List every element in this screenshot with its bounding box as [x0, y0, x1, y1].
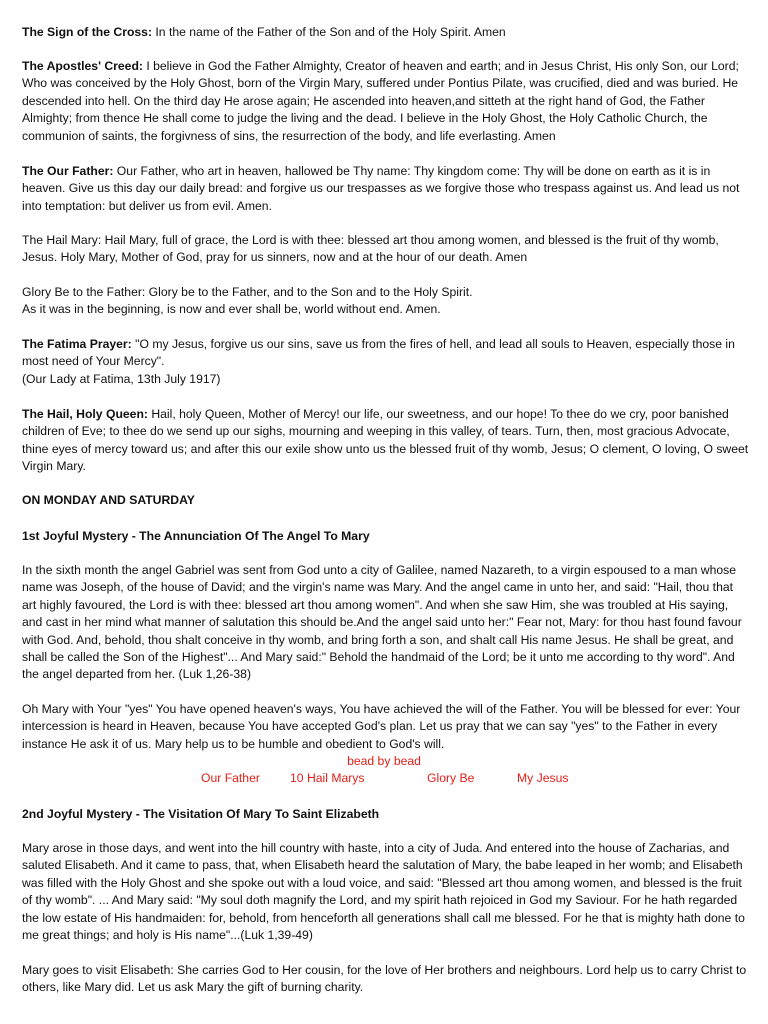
sign-of-cross-text: In the name of the Father of the Son and of the Holy Spirit. Amen [152, 25, 506, 39]
apostles-creed-text: I believe in God the Father Almighty, Creator of heaven and earth; and in Jesus Christ, His only Son, our Lord; Who was conceived by the Holy Ghost, born of the Virgin Mary, suffered under Pontius Pilate, was crucified, died and was buried. He descended into hell. On the third day He arose again; He ascended into heaven,and sitteth at the right hand of God, the Father Almighty; from thence He shall come to judge the living and the dead. I believe in the Holy Ghost, the Holy Catholic Church, the communion of saints, the forgivness of sins, the resurrection of the body, and life everlasting. Amen [22, 59, 739, 143]
mystery-1-reflection: Oh Mary with Your "yes" You have opened heaven's ways, You have achieved the will of the Father. You will be blessed for ever: Your intercession is heard in Heaven, because You have accepted God's plan. Let us pray that we can say "yes" to the Father in every instance He ask it of us. Mary help us to be humble and obedient to God's will. [22, 702, 741, 751]
fatima-prayer-text: "O my Jesus, forgive us our sins, save us from the fires of hell, and lead all souls to Heaven, especially those in most need of Your Mercy". [22, 337, 735, 369]
bead-item-my-jesus: My Jesus [517, 771, 569, 785]
our-father-paragraph [22, 163, 750, 215]
day-heading: ON MONDAY AND SATURDAY [22, 493, 195, 507]
bead-guide-title: bead by bead [347, 754, 421, 768]
glory-be-paragraph [22, 284, 750, 319]
mystery-1-heading: 1st Joyful Mystery - The Annunciation Of The Angel To Mary [22, 529, 370, 543]
fatima-prayer-note: (Our Lady at Fatima, 13th July 1917) [22, 371, 221, 386]
hail-holy-queen-heading: The Hail, Holy Queen: [22, 407, 148, 421]
bead-item-hail-marys: 10 Hail Marys [290, 771, 365, 785]
fatima-prayer-heading: The Fatima Prayer: [22, 337, 132, 351]
mystery-1-scripture: In the sixth month the angel Gabriel was sent from God unto a city of Galilee, named Nazareth, to a virgin espoused to a man whose name was Joseph, of the house of David; and the virgin's name was Mary. And the angel came in unto her, and said: "Hail, thou that art highly favoured, the Lord is with thee: blessed art thou among women". And when she saw Him, she was troubled at His saying, and cast in her mind what manner of salutation this should be.And the angel said unto her:" Fear not, Mary: for thou hast found favour with God. And, behold, thou shalt conceive in thy womb, and bring forth a son, and shalt call His name Jesus. He shall be great, and shall be called the Son of the Highest"... And Mary said:" Behold the handmaid of the Lord; be it unto me according to thy word". And the angel departed from her. (Luk 1,26-38) [22, 563, 742, 682]
our-father-text: Our Father, who art in heaven, hallowed be Thy name: Thy kingdom come: Thy will be done on earth as it is in heaven. Give us this day our daily bread: and forgive us our trespasses as we forgive those who trespass against us. And lead us not into temptation: but deliver us from evil. Amen. [22, 164, 740, 213]
hail-mary-paragraph [22, 232, 750, 267]
mystery-2-reflection: Mary goes to visit Elisabeth: She carries God to Her cousin, for the love of Her brothers and neighbours. Lord help us to carry Christ to others, like Mary did. Let us ask Mary the gift of burning charity. [22, 963, 747, 995]
glory-be-line-2: As it was in the beginning, is now and ever shall be, world without end. Amen. [22, 302, 441, 317]
bead-guide-row [0, 770, 768, 788]
fatima-prayer-paragraph [22, 336, 750, 388]
bead-item-our-father: Our Father [201, 771, 260, 785]
our-father-heading: The Our Father: [22, 164, 114, 178]
glory-be-line-1: Glory Be to the Father: Glory be to the Father, and to the Son and to the Holy Spirit. [22, 285, 473, 299]
mystery-2-scripture: Mary arose in those days, and went into the hill country with haste, into a city of Juda. And entered into the house of Zacharias, and saluted Elisabeth. And it came to pass, that, when Elisabeth heard the salutation of Mary, the babe leaped in her womb; and Elisabeth was filled with the Holy Ghost and she spoke out with a loud voice, and said: "Blessed art thou among women, and blessed is the fruit of thy womb". ... And Mary said: "My soul doth magnify the Lord, and my spirit hath rejoiced in God my Saviour. For he hath regarded the low estate of His handmaiden: for, behold, from henceforth all generations shall call me blessed. For he that is mighty hath done to me great things; and holy is His name"...(Luk 1,39-49) [22, 841, 745, 943]
hail-holy-queen-text: Hail, holy Queen, Mother of Mercy! our life, our sweetness, and our hope! To thee do we cry, poor banished children of Eve; to thee do we send up our sighs, mourning and weeping in this valley, of tears. Turn, then, most gracious Advocate, thine eyes of mercy toward us; and after this our exile show unto us the blessed fruit of thy womb, Jesus; O clement, O loving, O sweet Virgin Mary. [22, 407, 749, 474]
sign-of-cross-paragraph [22, 24, 750, 41]
apostles-creed-heading: The Apostles' Creed: [22, 59, 143, 73]
mystery-2-heading: 2nd Joyful Mystery - The Visitation Of Mary To Saint Elizabeth [22, 807, 380, 821]
bead-item-glory-be: Glory Be [427, 771, 475, 785]
sign-of-cross-heading: The Sign of the Cross: [22, 25, 153, 39]
apostles-creed-paragraph [22, 58, 750, 145]
hail-holy-queen-paragraph [22, 406, 750, 476]
hail-mary-text: The Hail Mary: Hail Mary, full of grace, the Lord is with thee: blessed art thou among women, and blessed is the fruit of thy womb, Jesus. Holy Mary, Mother of God, pray for us sinners, now and at the hour of our death. Amen [22, 233, 719, 265]
